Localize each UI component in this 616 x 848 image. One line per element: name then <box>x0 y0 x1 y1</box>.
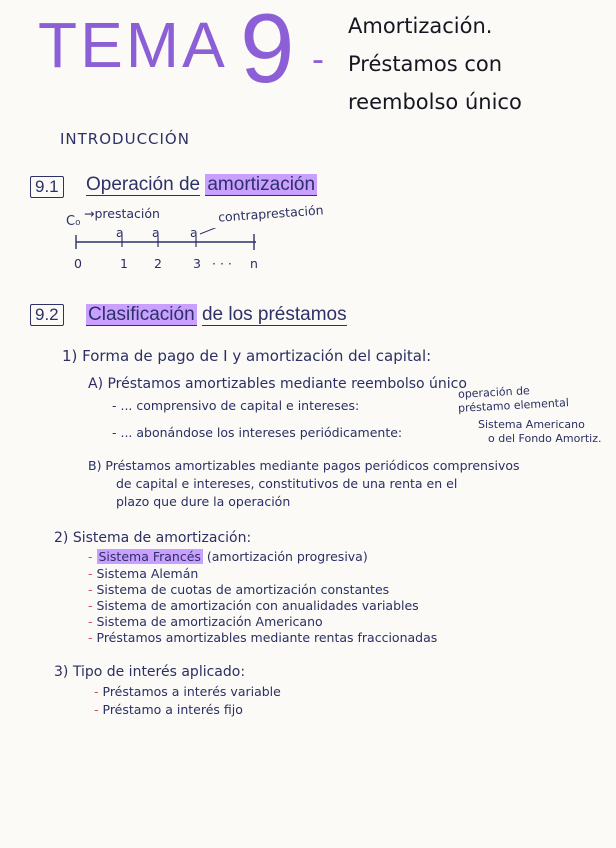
item-3-entry-text: Préstamos a interés variable <box>102 684 281 699</box>
title-tema: TEMA <box>38 9 228 81</box>
item-2-entry-dash: - <box>88 598 93 613</box>
item-1-A-sub-1-note-1: operación de <box>457 384 531 401</box>
item-1-A-sub-1: - ... comprensivo de capital e intereses: <box>112 398 360 413</box>
section-9-1-title-highlight: amortización <box>207 174 316 195</box>
item-3-entry-dash: - <box>94 702 99 717</box>
item-2-entry <box>88 566 198 581</box>
diagram-timeline <box>70 228 270 256</box>
diagram-a-1: a <box>116 225 124 240</box>
section-9-1-title-plain: Operación de <box>86 174 201 195</box>
item-2-entry-text: (amortización progresiva) <box>202 549 368 564</box>
intro-heading: INTRODUCCIÓN <box>60 130 190 148</box>
item-2-entry-text: Sistema de amortización Americano <box>96 614 323 629</box>
diagram-tick-3: 3 <box>193 256 201 271</box>
item-1-B-line-1: B) Préstamos amortizables mediante pagos periódicos comprensivos <box>88 458 520 473</box>
diagram-tick-0: 0 <box>74 256 82 271</box>
diagram-tick-dots: · · · <box>212 256 232 271</box>
item-1-B-line-2: de capital e intereses, constitutivos de una renta en el <box>116 476 458 491</box>
item-3-entry <box>94 684 281 699</box>
subtitle-line-1: Amortización. <box>348 14 493 38</box>
diagram-contraprestacion: contraprestación <box>217 202 325 225</box>
item-1-label: 1) Forma de pago de I y amortización del capital: <box>62 347 432 365</box>
item-2-entry-highlight: Sistema Francés <box>98 549 201 564</box>
diagram-tick-1: 1 <box>120 256 128 271</box>
item-2-entry-dash: - <box>88 549 93 564</box>
item-1-A-text: A) Préstamos amortizables mediante reembolso único <box>88 376 467 392</box>
diagram-tick-n: n <box>250 256 258 271</box>
item-2-entry <box>88 549 368 564</box>
diagram-a-2: a <box>152 225 160 240</box>
item-2-entry <box>88 582 389 597</box>
item-2-entry <box>88 630 437 645</box>
item-2-entry-dash: - <box>88 630 93 645</box>
section-9-2-title-highlight: Clasificación <box>88 304 195 325</box>
item-2-entry-dash: - <box>88 614 93 629</box>
diagram-a-3: a <box>190 225 198 240</box>
section-9-1-number: 9.1 <box>30 176 64 198</box>
diagram-prestacion: →prestación <box>84 206 160 221</box>
section-9-2-title-plain: de los préstamos <box>201 304 347 325</box>
item-1-A-label <box>88 376 467 392</box>
section-9-2-title <box>86 304 347 326</box>
item-2-label: 2) Sistema de amortización: <box>54 530 252 546</box>
item-1-A-sub-2-note-1: Sistema Americano <box>478 418 585 431</box>
item-2-entry-text: Sistema Alemán <box>96 566 199 581</box>
subtitle-line-2: Préstamos con <box>348 52 503 76</box>
item-2-entry-text: Sistema de amortización con anualidades variables <box>96 598 419 613</box>
item-1-A-sub-2-note-2: o del Fondo Amortiz. <box>488 432 602 445</box>
item-2-entry-dash: - <box>88 566 93 581</box>
item-3-entry-dash: - <box>94 684 99 699</box>
subtitle-line-3: reembolso único <box>348 90 522 114</box>
section-9-2-number: 9.2 <box>30 304 64 326</box>
section-9-1-title <box>86 174 317 196</box>
item-3-entry-text: Préstamo a interés fijo <box>102 702 243 717</box>
diagram-tick-2: 2 <box>154 256 162 271</box>
title-dash: - <box>312 38 324 79</box>
title-number: 9 <box>240 0 295 103</box>
item-2-entry-text: Préstamos amortizables mediante rentas fraccionadas <box>96 630 438 645</box>
item-2-entry-dash: - <box>88 582 93 597</box>
item-2-entry <box>88 598 419 613</box>
item-2-entry-text: Sistema de cuotas de amortización constantes <box>96 582 390 597</box>
item-1-A-sub-1-note-2: préstamo elemental <box>457 396 570 415</box>
item-1-A-sub-2: - ... abonándose los intereses periódicamente: <box>112 425 403 440</box>
item-3-entry <box>94 702 243 717</box>
item-1-B-line-3: plazo que dure la operación <box>116 494 291 509</box>
item-3-label: 3) Tipo de interés aplicado: <box>54 664 246 680</box>
diagram-c0: C₀ <box>66 214 81 229</box>
item-2-entry <box>88 614 323 629</box>
